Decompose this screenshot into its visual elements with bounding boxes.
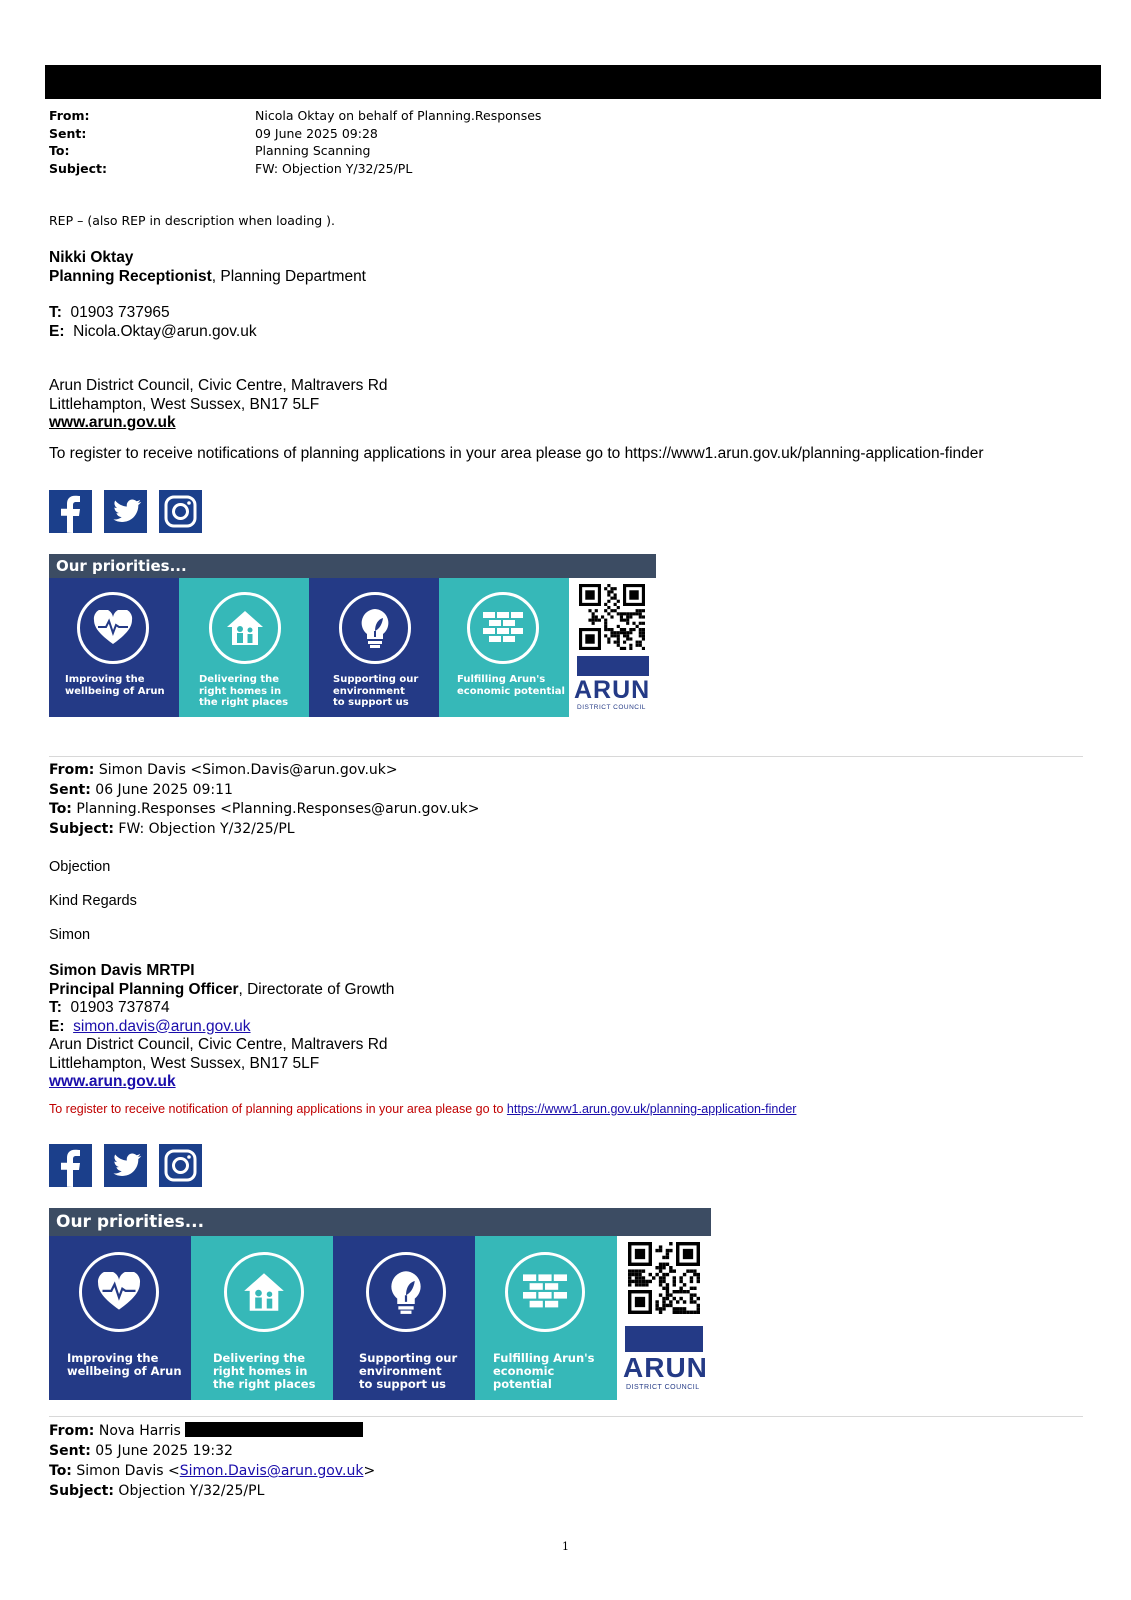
sig-role: Principal Planning Officer <box>49 980 239 998</box>
header-label: Sent: <box>49 125 87 141</box>
email-label: E: <box>49 1017 65 1035</box>
address-line-2: Littlehampton, West Sussex, BN17 5LF <box>49 1054 320 1072</box>
qr-code-icon[interactable] <box>628 1242 700 1314</box>
lightbulb-leaf-icon <box>366 1252 446 1332</box>
heart-icon <box>79 1252 159 1332</box>
tile-caption: Delivering the right homes in the right places <box>213 1351 316 1392</box>
email-label: E: <box>49 322 65 340</box>
priority-tile-economy <box>475 1236 617 1400</box>
internal-note: REP – (also REP in description when loading ). <box>49 213 335 228</box>
header-label: To: <box>49 143 70 158</box>
body-name: Simon <box>49 927 91 943</box>
body-regards: Kind Regards <box>49 893 137 909</box>
lightbulb-leaf-icon <box>339 592 411 664</box>
banner-title: Our priorities... <box>49 554 656 578</box>
header-row-sent <box>49 125 541 143</box>
brick-wall-icon <box>505 1252 585 1332</box>
priority-tile-wellbeing <box>49 578 179 717</box>
qr-logo-tile <box>569 578 656 717</box>
from-value: Nova Harris <box>98 1423 181 1439</box>
instagram-icon[interactable] <box>159 490 202 533</box>
facebook-icon[interactable] <box>49 1144 92 1187</box>
tile-caption: Fulfilling Arun's economic potential <box>457 674 565 697</box>
phone-value: 01903 737965 <box>70 304 170 321</box>
house-family-icon <box>224 1252 304 1332</box>
priority-tile-economy <box>439 578 569 717</box>
website-link[interactable]: www.arun.gov.uk <box>49 414 176 431</box>
twitter-icon[interactable] <box>104 490 147 533</box>
signature-1 <box>49 249 388 433</box>
priorities-banner <box>49 554 656 717</box>
subject-value: FW: Objection Y/32/25/PL <box>118 820 295 837</box>
arun-logo-sub: DISTRICT COUNCIL <box>626 1384 700 1391</box>
arun-logo-wave <box>577 656 649 676</box>
header-row-to <box>49 142 541 160</box>
subject-value: Objection Y/32/25/PL <box>118 1483 265 1499</box>
instagram-icon[interactable] <box>159 1144 202 1187</box>
social-icons <box>49 490 202 533</box>
tile-caption: Fulfilling Arun's economic potential <box>493 1351 595 1392</box>
sent-value: 06 June 2025 09:11 <box>95 781 233 798</box>
arun-logo-wave <box>625 1326 703 1352</box>
heart-icon <box>77 592 149 664</box>
address-line-2: Littlehampton, West Sussex, BN17 5LF <box>49 395 320 413</box>
page-number: 1 <box>562 1540 569 1553</box>
banner-title: Our priorities... <box>49 1208 711 1236</box>
tile-caption: Delivering the right homes in the right places <box>199 674 289 708</box>
message-divider <box>49 756 1083 757</box>
tile-caption: Supporting our environment to support us <box>333 674 419 708</box>
sig-dept: , Directorate of Growth <box>238 980 395 998</box>
body-objection: Objection <box>49 859 111 875</box>
sig-dept: , Planning Department <box>211 267 366 285</box>
from-value: Simon Davis <Simon.Davis@arun.gov.uk> <box>98 762 398 778</box>
sent-value: 05 June 2025 19:32 <box>95 1443 233 1459</box>
header-row-from <box>49 107 541 125</box>
qr-logo-tile <box>617 1236 711 1400</box>
address-line-1: Arun District Council, Civic Centre, Maltravers Rd <box>49 1036 388 1053</box>
priority-tile-environment <box>309 578 439 717</box>
facebook-icon[interactable] <box>49 490 92 533</box>
redacted-email <box>185 1422 363 1437</box>
redaction-bar <box>45 65 1101 99</box>
priorities-banner-2 <box>49 1208 711 1400</box>
signature-2 <box>49 962 394 1092</box>
qr-code-icon[interactable] <box>579 584 645 650</box>
to-email-link[interactable]: Simon.Davis@arun.gov.uk <box>179 1463 364 1479</box>
header-value: FW: Objection Y/32/25/PL <box>255 160 413 176</box>
register-notice: To register to receive notifications of planning applications in your area please go to https://www1.arun.gov.uk/planning-application-finder <box>49 445 984 462</box>
planning-finder-link[interactable]: https://www1.arun.gov.uk/planning-application-finder <box>506 1102 797 1116</box>
arun-logo-sub: DISTRICT COUNCIL <box>577 704 646 711</box>
email-value: Nicola.Oktay@arun.gov.uk <box>73 322 257 340</box>
header-value: Planning Scanning <box>255 143 371 158</box>
social-icons-2 <box>49 1144 202 1187</box>
twitter-icon[interactable] <box>104 1144 147 1187</box>
arun-logo: ARUN <box>574 676 651 704</box>
phone-label: T: <box>49 999 62 1016</box>
email-header <box>49 107 541 177</box>
header-label: Subject: <box>49 160 107 176</box>
priority-tile-wellbeing <box>49 1236 191 1400</box>
email-link[interactable]: simon.davis@arun.gov.uk <box>73 1017 251 1035</box>
email-3-header: From: Nova Harris Sent: 05 June 2025 19:32 To: Simon Davis <Simon.Davis@arun.gov.uk> Subject: Objection Y/32/25/PL <box>49 1423 376 1499</box>
tile-caption: Supporting our environment to support us <box>359 1351 458 1392</box>
message-divider <box>49 1416 1083 1417</box>
sig-name: Simon Davis MRTPI <box>49 962 195 979</box>
website-link[interactable]: www.arun.gov.uk <box>49 1073 176 1090</box>
priority-tile-environment <box>333 1236 475 1400</box>
priority-tile-homes <box>179 578 309 717</box>
house-family-icon <box>209 592 281 664</box>
arun-logo: ARUN <box>623 1352 708 1383</box>
tile-caption: Improving the wellbeing of Arun <box>67 1351 182 1379</box>
header-value: Nicola Oktay on behalf of Planning.Responses <box>255 108 542 123</box>
header-row-subject <box>49 160 541 178</box>
email-2-header: From: Simon Davis <Simon.Davis@arun.gov.uk> Sent: 06 June 2025 09:11 To: Planning.Responses <Planning.Responses@arun.gov.uk> Subject: FW: Objection Y/32/25/PL <box>49 762 480 837</box>
tile-caption: Improving the wellbeing of Arun <box>65 674 165 697</box>
header-label: From: <box>49 108 90 123</box>
phone-value: 01903 737874 <box>70 999 170 1016</box>
register-notice-2: To register to receive notification of planning applications in your area please go to https://www1.arun.gov.uk/planning-application-finder <box>49 1102 797 1116</box>
phone-label: T: <box>49 304 62 321</box>
address-line-1: Arun District Council, Civic Centre, Maltravers Rd <box>49 377 388 394</box>
header-value: 09 June 2025 09:28 <box>255 125 378 141</box>
priority-tile-homes <box>191 1236 333 1400</box>
to-value: Planning.Responses <Planning.Responses@arun.gov.uk> <box>76 801 480 817</box>
sig-name: Nikki Oktay <box>49 249 134 266</box>
brick-wall-icon <box>467 592 539 664</box>
sig-role: Planning Receptionist <box>49 267 212 285</box>
